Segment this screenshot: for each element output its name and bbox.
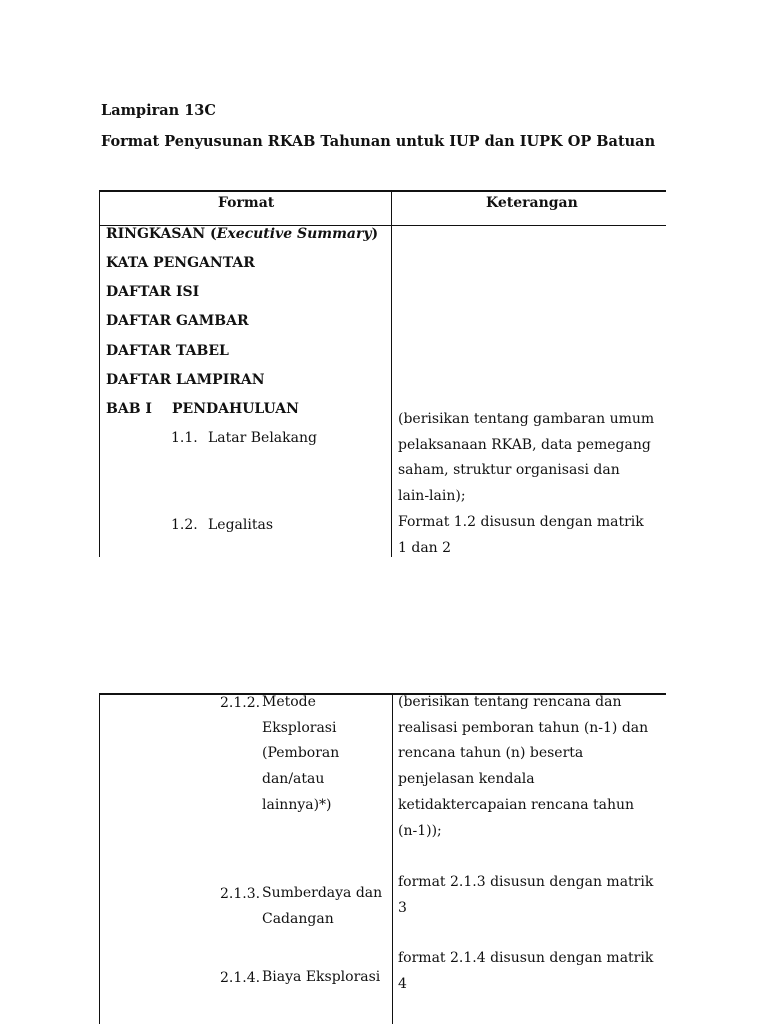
row214-number: 2.1.4. — [220, 970, 261, 986]
table1-top-border — [99, 190, 666, 192]
row212-keterangan-line: ketidaktercapaian rencana tahun — [398, 796, 635, 813]
row213-label — [262, 881, 382, 932]
row213-keterangan — [398, 870, 653, 921]
table1-left-border — [99, 190, 100, 557]
sub11-keterangan-line: saham, struktur organisasi dan — [398, 462, 620, 479]
row212-number: 2.1.2. — [220, 695, 261, 711]
row212-label-line: (Pemboran — [262, 745, 340, 762]
sub11-keterangan-line: pelaksanaan RKAB, data pemegang — [398, 436, 651, 453]
row212-keterangan-line: rencana tahun (n) beserta — [398, 745, 584, 762]
sub12-keterangan — [398, 510, 644, 561]
sub11-label: Latar Belakang — [208, 430, 317, 446]
row212-label-line: Eksplorasi — [262, 719, 337, 736]
header-format: Format — [218, 195, 275, 211]
section-daftar-isi: DAFTAR ISI — [106, 284, 200, 300]
sub11-number: 1.1. — [171, 430, 198, 446]
ringkasan-prefix: RINGKASAN ( — [106, 226, 217, 242]
sub12-keterangan-line: Format 1.2 disusun dengan matrik — [398, 514, 644, 530]
section-ringkasan — [106, 226, 378, 242]
row212-label-line: dan/atau — [262, 771, 325, 788]
header-keterangan: Keterangan — [486, 195, 578, 211]
sub12-label: Legalitas — [208, 517, 274, 533]
section-daftar-tabel: DAFTAR TABEL — [106, 343, 229, 359]
sub12-keterangan-line: 1 dan 2 — [398, 539, 452, 556]
document-title: Format Penyusunan RKAB Tahunan untuk IUP dan IUPK OP Batuan — [101, 133, 656, 150]
row214-label — [262, 965, 380, 991]
row212-keterangan-line: (n-1)); — [398, 822, 442, 839]
sub12-number: 1.2. — [171, 517, 198, 533]
sub11-keterangan-line: lain-lain); — [398, 488, 466, 505]
row213-keterangan-line: 3 — [398, 899, 407, 916]
sub11-keterangan-line: (berisikan tentang gambaran umum — [398, 411, 655, 427]
row213-keterangan-line: format 2.1.3 disusun dengan matrik — [398, 874, 654, 890]
row213-label-line: Cadangan — [262, 910, 334, 927]
section-daftar-lampiran: DAFTAR LAMPIRAN — [106, 372, 265, 388]
row214-label-line: Biaya Eksplorasi — [262, 969, 381, 985]
row214-keterangan — [398, 946, 653, 997]
section-daftar-gambar: DAFTAR GAMBAR — [106, 313, 249, 329]
row214-keterangan-line: 4 — [398, 975, 407, 992]
row212-keterangan-line: realisasi pemboran tahun (n-1) dan — [398, 719, 649, 736]
table1-column-divider — [391, 190, 392, 557]
lampiran-label: Lampiran 13C — [101, 102, 216, 119]
row212-keterangan-line: (berisikan tentang rencana dan — [398, 694, 622, 710]
ringkasan-suffix: ) — [371, 226, 379, 242]
section-kata-pengantar: KATA PENGANTAR — [106, 255, 255, 271]
table2-left-border — [99, 693, 100, 1024]
row213-number: 2.1.3. — [220, 886, 261, 902]
row212-label — [262, 690, 339, 819]
row213-label-line: Sumberdaya dan — [262, 885, 383, 901]
bab1-label: BAB I — [106, 401, 152, 417]
row212-keterangan-line: penjelasan kendala — [398, 771, 535, 788]
ringkasan-italic: Executive Summary — [216, 226, 372, 242]
bab1-title: PENDAHULUAN — [172, 401, 299, 417]
table2-column-divider — [392, 693, 393, 1024]
sub11-keterangan — [398, 407, 654, 510]
row214-keterangan-line: format 2.1.4 disusun dengan matrik — [398, 950, 654, 966]
row212-label-line: Metode — [262, 694, 316, 710]
row212-keterangan — [398, 690, 648, 844]
row212-label-line: lainnya)*) — [262, 796, 332, 813]
